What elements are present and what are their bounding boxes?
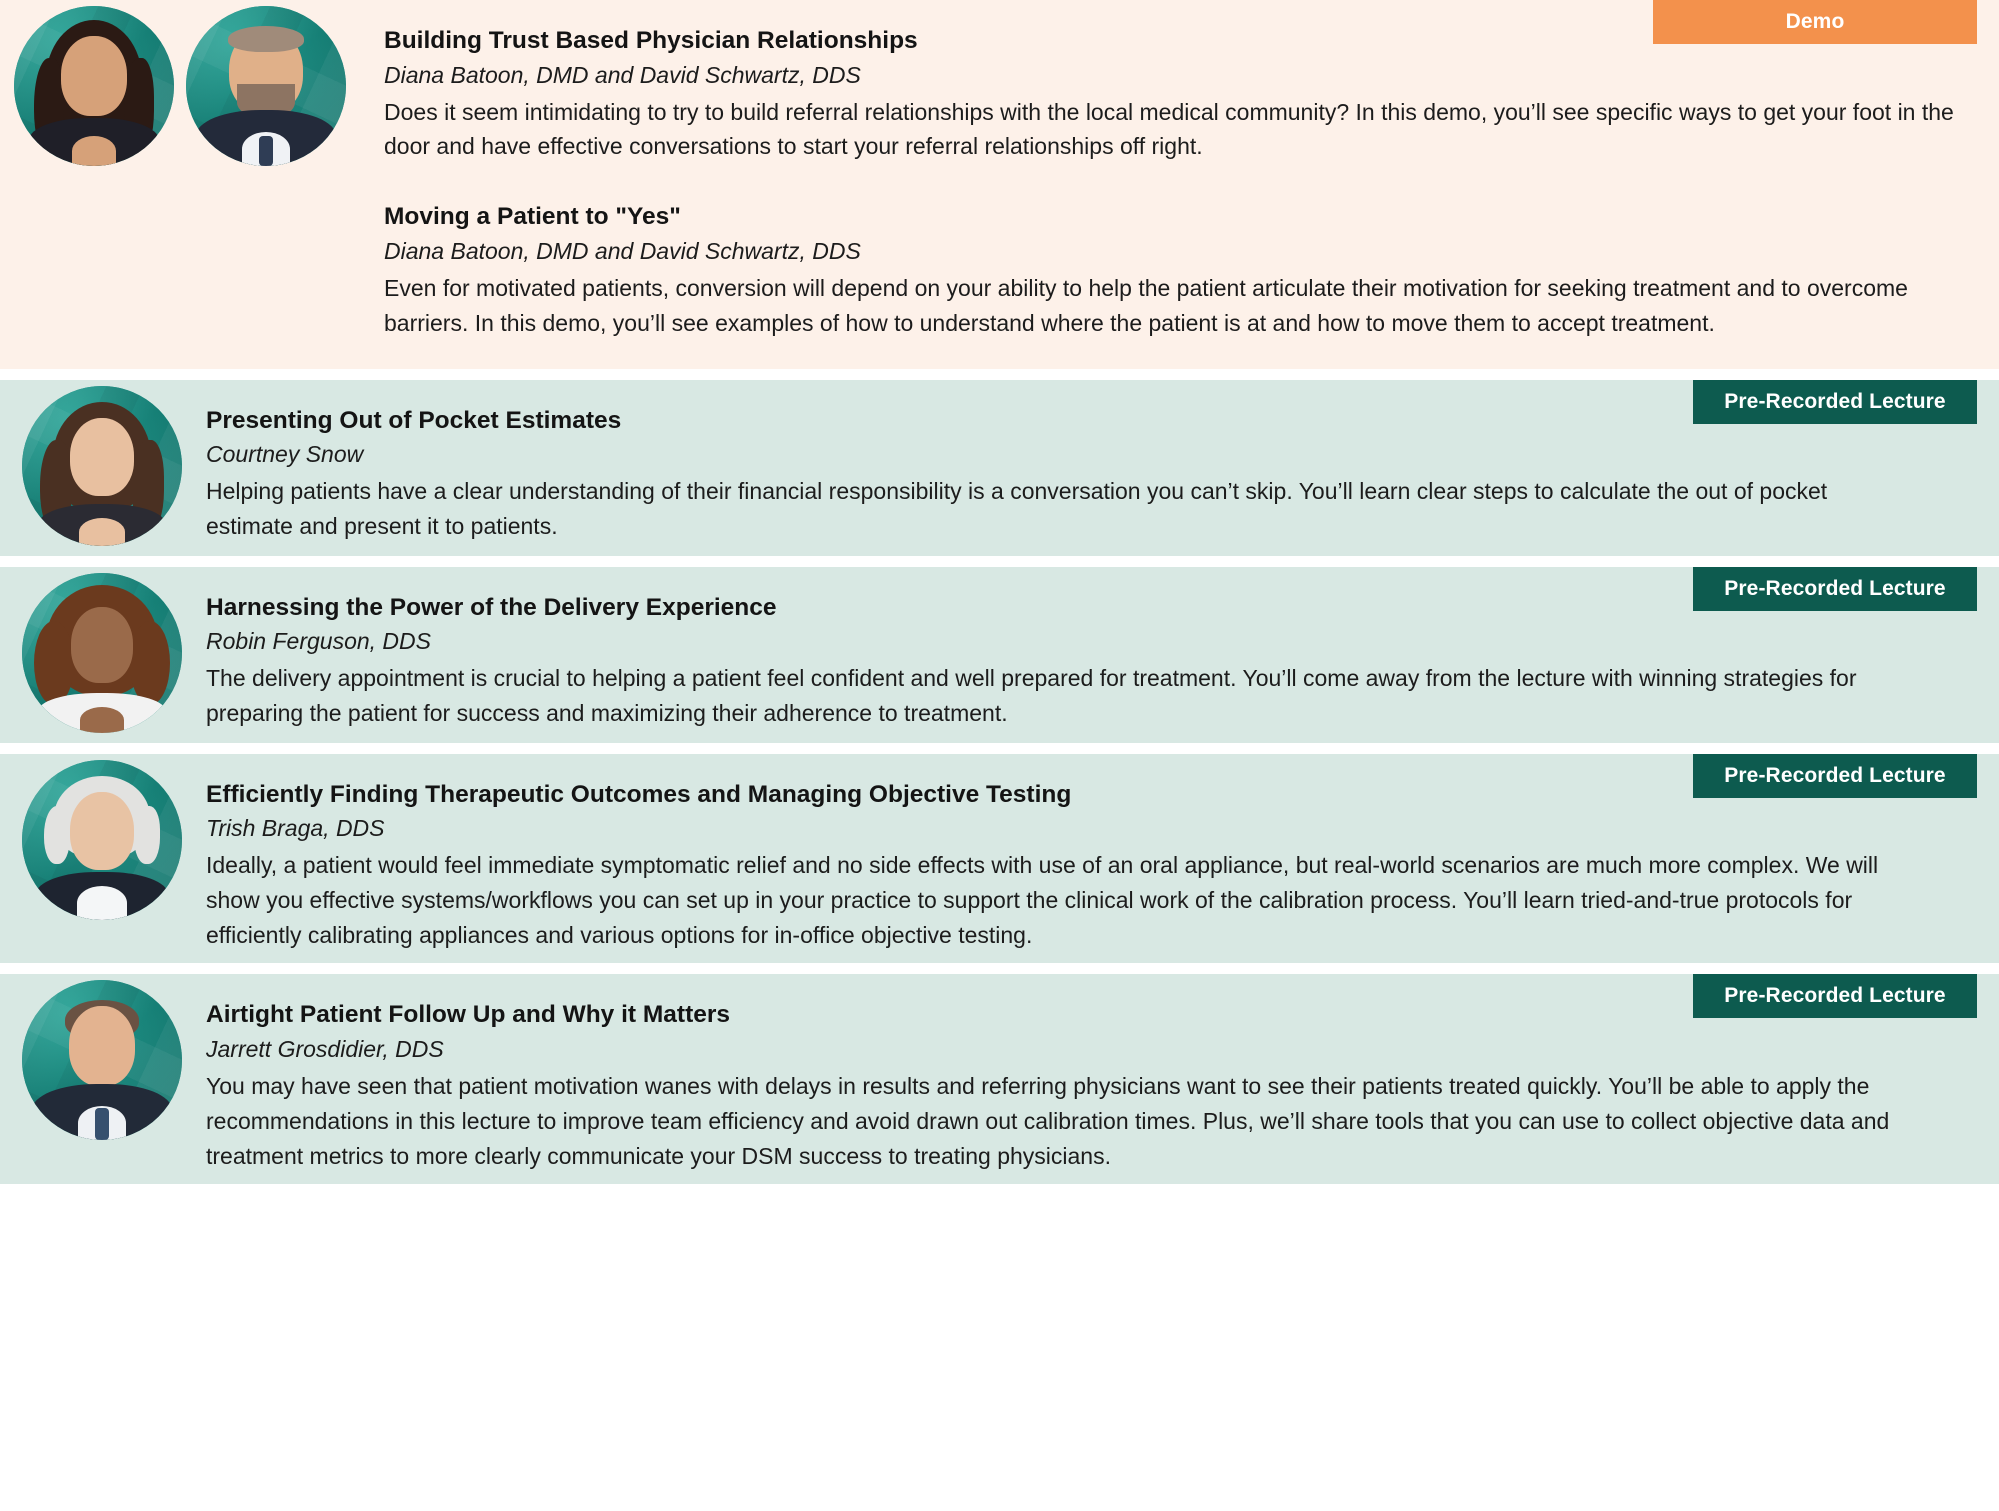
talk-title: Moving a Patient to "Yes"	[384, 203, 681, 231]
avatar-portrait	[14, 6, 174, 166]
talk-speaker: Robin Ferguson, DDS	[206, 628, 431, 655]
talk-description: You may have seen that patient motivation wanes with delays in results and referring physicians want to see their patients treated quickly. You’ll be able to apply the recommendations in this lecture to improve team efficiency and avoid drawn out calibration times. Plus, we’ll share tools that you can use to collect objective data and treatment metrics to more clearly communicate your DSM success to treating physicians.	[206, 1072, 1890, 1169]
talk-item	[384, 26, 1959, 164]
talk-title: Efficiently Finding Therapeutic Outcomes and Managing Objective Testing	[206, 780, 1072, 808]
talk-item	[384, 202, 1959, 340]
talk-item	[206, 593, 1959, 731]
trish-braga-avatar	[22, 760, 182, 920]
session-card-presenting-out-of-pocket-estimates	[0, 380, 1999, 556]
avatar-portrait	[22, 573, 182, 733]
talk-title: Harnessing the Power of the Delivery Experience	[206, 593, 777, 621]
status-badge: Pre-Recorded Lecture	[1693, 754, 1977, 798]
talk-description: Ideally, a patient would feel immediate symptomatic relief and no side effects with use of an oral appliance, but real-world scenarios are much more complex. We will show you effective systems/workflows you can set up in your practice to support the clinical work of the calibration process. You’ll learn tried-and-true protocols for efficiently calibrating appliances and various options for in-office objective testing.	[206, 852, 1879, 949]
avatar-group	[0, 380, 206, 546]
talk-title: Presenting Out of Pocket Estimates	[206, 406, 622, 434]
talk-speaker: Jarrett Grosdidier, DDS	[206, 1035, 444, 1062]
session-card-efficiently-finding-therapeutic-outcomes	[0, 754, 1999, 963]
courtney-snow-avatar	[22, 386, 182, 546]
avatar-group	[0, 754, 206, 920]
talk-description: Helping patients have a clear understanding of their financial responsibility is a conversation you can’t skip. You’ll learn clear steps to calculate the out of pocket estimate and present it to patients.	[206, 478, 1828, 540]
talk-description: The delivery appointment is crucial to helping a patient feel confident and well prepared for treatment. You’ll come away from the lecture with winning strategies for preparing the patient for success and maximizing their adherence to treatment.	[206, 665, 1857, 727]
avatar-portrait	[22, 386, 182, 546]
session-content	[346, 0, 1999, 341]
status-badge: Pre-Recorded Lecture	[1693, 380, 1977, 424]
jarrett-grosdidier-avatar	[22, 980, 182, 1140]
david-schwartz-avatar	[186, 6, 346, 166]
session-card-demo	[0, 0, 1999, 369]
talk-title: Building Trust Based Physician Relationships	[384, 27, 918, 54]
talk-description: Does it seem intimidating to try to build referral relationships with the local medical community? In this demo, you’ll see specific ways to get your foot in the door and have effective conversations to start your referral relationships off right.	[384, 98, 1954, 160]
avatar-group	[0, 567, 206, 733]
talk-item	[206, 406, 1959, 544]
diana-batoon-avatar	[14, 6, 174, 166]
avatar-portrait	[22, 760, 182, 920]
talk-item	[206, 1000, 1959, 1173]
talk-speaker: Trish Braga, DDS	[206, 815, 385, 842]
session-card-harnessing-the-power-of-the-delivery-experience	[0, 567, 1999, 743]
talk-speaker: Diana Batoon, DMD and David Schwartz, DDS	[384, 238, 861, 265]
avatar-portrait	[22, 980, 182, 1140]
robin-ferguson-avatar	[22, 573, 182, 733]
talk-title: Airtight Patient Follow Up and Why it Matters	[206, 1001, 731, 1029]
avatar-portrait	[186, 6, 346, 166]
talk-item	[206, 780, 1959, 953]
session-card-airtight-patient-follow-up	[0, 974, 1999, 1183]
talk-description: Even for motivated patients, conversion will depend on your ability to help the patient articulate their motivation for seeking treatment and to overcome barriers. In this demo, you’ll see examples of how to understand where the patient is at and how to move them to accept treatment.	[384, 274, 1908, 336]
avatar-group	[0, 974, 206, 1140]
status-badge: Pre-Recorded Lecture	[1693, 567, 1977, 611]
status-badge: Demo	[1653, 0, 1977, 44]
talk-speaker: Diana Batoon, DMD and David Schwartz, DDS	[384, 61, 861, 88]
status-badge: Pre-Recorded Lecture	[1693, 974, 1977, 1018]
talk-speaker: Courtney Snow	[206, 441, 364, 468]
avatar-group	[0, 0, 346, 166]
